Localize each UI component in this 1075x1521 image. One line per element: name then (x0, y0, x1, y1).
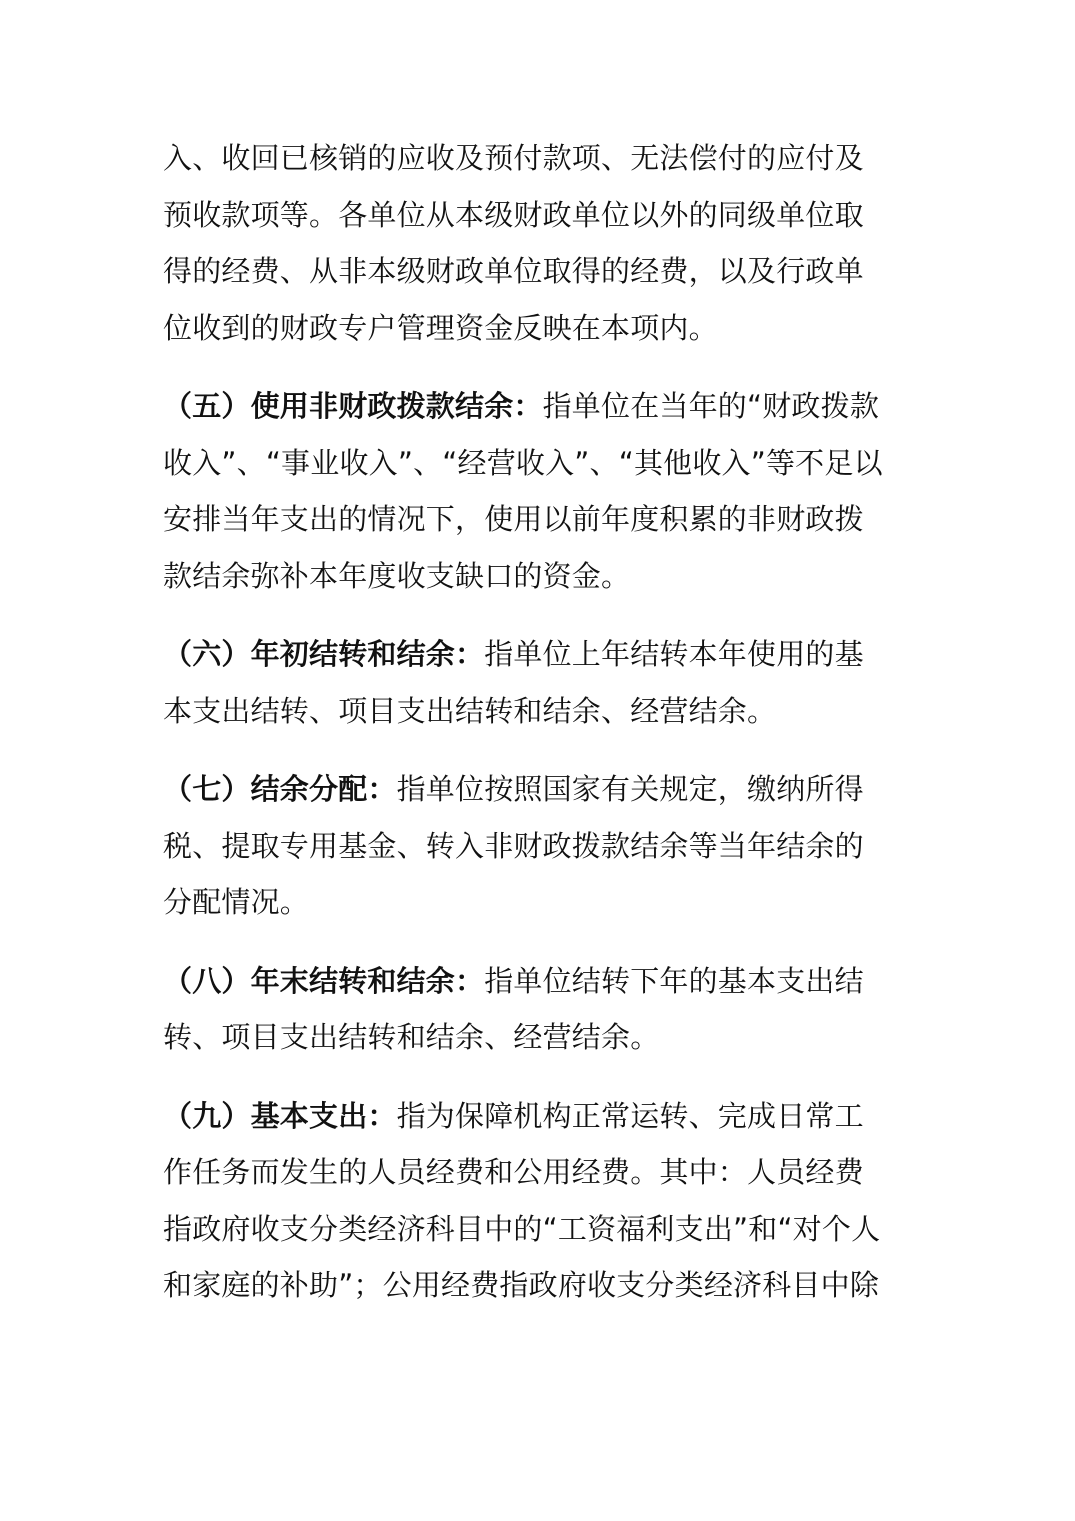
paragraph-text: 指单位结转下年的基本支出结转、项目支出结转和结余、经营结余。 (163, 963, 864, 1054)
paragraph-text: 指单位在当年的“财政拨款收入”、“事业收入”、“经营收入”、“其他收入”等不足以安排当年支出的情况下，使用以前年度积累的非财政拨款结余弥补本年度收支缺口的资金。 (163, 389, 883, 593)
paragraph-opening-carryover (163, 626, 887, 739)
paragraph-lead: （五）使用非财政拨款结余： (163, 389, 543, 423)
paragraph-non-fiscal-surplus-use (163, 378, 887, 604)
paragraph-text: 指单位按照国家有关规定，缴纳所得税、提取专用基金、转入非财政拨款结余等当年结余的分配情况。 (163, 772, 864, 919)
paragraph-lead: （九）基本支出： (163, 1098, 397, 1133)
paragraph-lead: （七）结余分配： (163, 772, 397, 806)
paragraph-basic-expenditure (163, 1088, 887, 1314)
paragraph-continuation (163, 130, 887, 356)
paragraph-text: 指为保障机构正常运转、完成日常工作任务而发生的人员经费和公用经费。其中：人员经费指政府收支分类经济科目中的“工资福利支出”和“对个人和家庭的补助”；公用经费指政府收支分类经济科目中除 (163, 1098, 881, 1302)
paragraph-surplus-distribution (163, 761, 887, 931)
paragraph-text: 入、收回已核销的应收及预付款项、无法偿付的应付及预收款项等。各单位从本级财政单位以外的同级单位取得的经费、从非本级财政单位取得的经费，以及行政单位收到的财政专户管理资金反映在本项内。 (163, 141, 864, 345)
paragraph-lead: （六）年初结转和结余： (163, 637, 485, 671)
document-body (163, 130, 887, 1314)
paragraph-closing-carryover (163, 953, 887, 1066)
paragraph-lead: （八）年末结转和结余： (163, 963, 485, 998)
paragraph-text: 指单位上年结转本年使用的基本支出结转、项目支出结转和结余、经营结余。 (163, 637, 864, 728)
